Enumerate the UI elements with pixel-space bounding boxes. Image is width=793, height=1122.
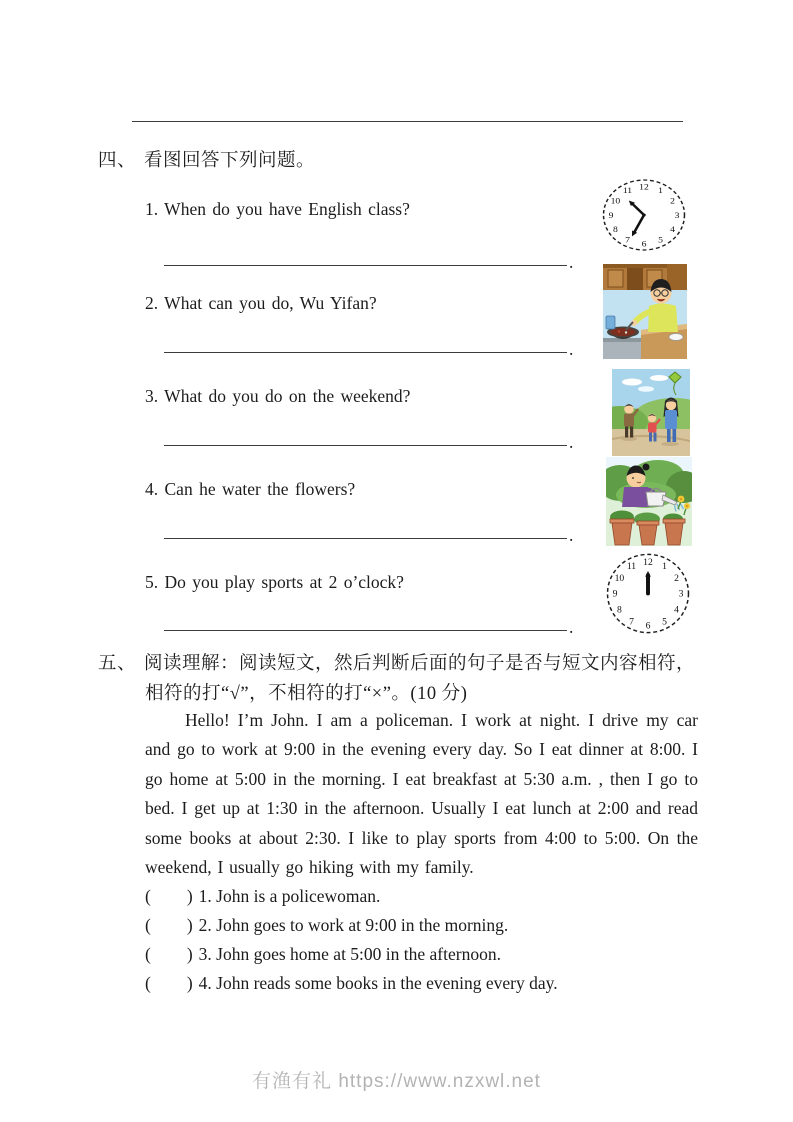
section4-number: 四、 <box>98 151 137 171</box>
question-5: 5. Do you play sports at 2 o’clock? <box>145 572 404 592</box>
tf-item-4: ( ) 4. John reads some books in the evening every day. <box>145 973 558 993</box>
section5-header <box>98 649 695 675</box>
svg-text:3: 3 <box>674 210 680 220</box>
svg-text:6: 6 <box>645 621 651 632</box>
svg-text:6: 6 <box>641 238 647 249</box>
svg-text:10: 10 <box>614 573 625 584</box>
reading-passage: Hello! I’m John. I am a policeman. I work at night. I drive my car and go to work at 9:00 in the evening every day. So I eat dinner at 8:00. I go home at 5:00 in the morning. I eat breakfast at 5:30 a.m. , then I go to bed. I get up at 1:30 in the afternoon. Usually I eat lunch at 2:00 and read some books at about 2:30. I like to play sports from 4:00 to 5:00. On the weekend, I usually go hiking with my family. <box>145 710 698 878</box>
svg-text:4: 4 <box>670 224 675 234</box>
section5-number: 五、 <box>98 654 137 674</box>
svg-text:7: 7 <box>625 235 630 245</box>
tf-item-1: ( ) 1. John is a policewoman. <box>145 886 381 906</box>
man-cooking-image <box>603 264 687 359</box>
clock-image-2 <box>604 551 692 636</box>
section4-title: 看图回答下列问题。 <box>144 151 316 171</box>
svg-text:9: 9 <box>608 210 614 220</box>
svg-text:12: 12 <box>639 181 649 192</box>
svg-text:3: 3 <box>678 589 684 600</box>
svg-text:4: 4 <box>674 605 679 616</box>
svg-text:9: 9 <box>612 589 618 600</box>
blank-answer-line-top <box>132 106 683 122</box>
svg-text:8: 8 <box>613 224 618 234</box>
family-outing-image <box>612 369 690 456</box>
tf-item-3: ( ) 3. John goes home at 5:00 in the afternoon. <box>145 944 501 964</box>
svg-text:5: 5 <box>658 235 663 245</box>
answer-blank-5: . <box>164 610 573 631</box>
answer-blank-2: . <box>164 332 573 353</box>
svg-text:1: 1 <box>662 562 667 573</box>
question-1: 1. When do you have English class? <box>145 199 410 219</box>
svg-text:11: 11 <box>622 185 633 196</box>
svg-text:1: 1 <box>658 185 663 196</box>
clock-image-1 <box>600 177 688 253</box>
answer-blank-3: . <box>164 425 573 446</box>
svg-text:10: 10 <box>610 196 621 206</box>
svg-text:7: 7 <box>629 617 634 628</box>
tf-item-2: ( ) 2. John goes to work at 9:00 in the morning. <box>145 915 509 935</box>
svg-text:12: 12 <box>643 557 653 568</box>
section5-title-line1: 阅读理解：阅读短文，然后判断后面的句子是否与短文内容相符， <box>144 654 696 674</box>
question-2: 2. What can you do, Wu Yifan? <box>145 293 377 313</box>
svg-text:8: 8 <box>617 605 622 616</box>
question-3: 3. What do you do on the weekend? <box>145 386 411 406</box>
svg-text:5: 5 <box>662 617 667 628</box>
svg-text:11: 11 <box>626 562 637 573</box>
answer-blank-1: . <box>164 245 573 266</box>
section4-header <box>98 146 315 172</box>
child-watering-flowers-image <box>606 457 692 546</box>
question-4: 4. Can he water the flowers? <box>145 479 356 499</box>
section5-title-line2: 相符的打“√”，不相符的打“×”。(10 分) <box>145 684 468 704</box>
watermark-footer: 有渔有礼 https://www.nzxwl.net <box>252 1071 541 1092</box>
svg-text:2: 2 <box>670 196 675 206</box>
answer-blank-4: . <box>164 518 573 539</box>
svg-text:2: 2 <box>674 573 679 584</box>
